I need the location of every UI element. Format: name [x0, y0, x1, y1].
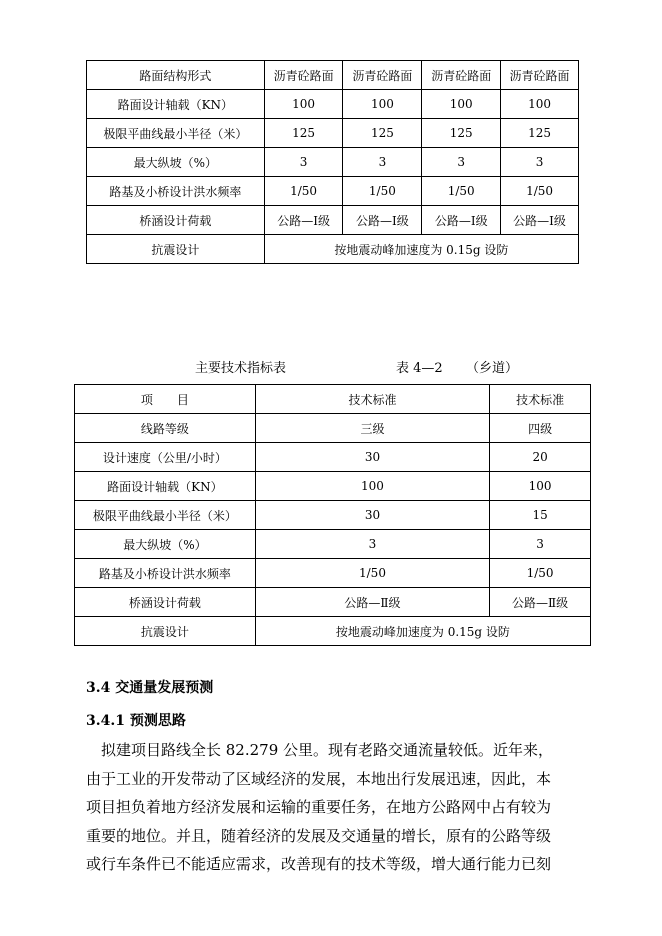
- paragraph-line: 拟建项目路线全长 82.279 公里。现有老路交通流量较低。近年来，: [86, 741, 554, 759]
- table-cell: 3: [490, 530, 591, 559]
- table-cell: 1/50: [264, 177, 343, 206]
- row-label: 抗震设计: [75, 617, 256, 646]
- table-cell: 1/50: [490, 559, 591, 588]
- table-cell: 沥青砼路面: [422, 61, 501, 90]
- table-cell: 100: [343, 90, 422, 119]
- table-row: [87, 148, 579, 177]
- header-cell: 技术标准: [255, 385, 489, 414]
- row-label: 路基及小桥设计洪水频率: [75, 559, 256, 588]
- table-cell: 按地震动峰加速度为 0.15g 设防: [255, 617, 590, 646]
- body-paragraph: [86, 736, 576, 879]
- row-label: 路面设计轴载（KN）: [75, 472, 256, 501]
- table-cell: 3: [264, 148, 343, 177]
- table-cell: 100: [264, 90, 343, 119]
- table-cell: 四级: [490, 414, 591, 443]
- header-cell: 项 目: [75, 385, 256, 414]
- row-label: 极限平曲线最小半径（米）: [75, 501, 256, 530]
- table-cell: 沥青砼路面: [501, 61, 579, 90]
- table-row: [75, 385, 591, 414]
- table-cell: 公路—Ⅱ级: [255, 588, 489, 617]
- section-heading: 3.4 交通量发展预测: [86, 680, 214, 696]
- table-caption-type: （乡道）: [466, 361, 519, 376]
- table-cell: 公路—Ⅱ级: [490, 588, 591, 617]
- row-label: 桥涵设计荷载: [75, 588, 256, 617]
- table-cell: 公路—Ⅰ级: [501, 206, 579, 235]
- header-cell: 技术标准: [490, 385, 591, 414]
- table-cell: 1/50: [501, 177, 579, 206]
- table-cell: 公路—Ⅰ级: [343, 206, 422, 235]
- table-cell: 20: [490, 443, 591, 472]
- paragraph-line: 项目担负着地方经济发展和运输的重要任务，在地方公路网中占有较为: [86, 798, 552, 816]
- table-cell: 125: [264, 119, 343, 148]
- table-row: [87, 235, 579, 264]
- row-label: 设计速度（公里/小时）: [75, 443, 256, 472]
- row-label: 路基及小桥设计洪水频率: [87, 177, 265, 206]
- paragraph-line: 或行车条件已不能适应需求，改善现有的技术等级，增大通行能力已刻: [86, 855, 552, 873]
- table-caption-title: 主要技术指标表: [195, 361, 287, 376]
- table-cell: 3: [255, 530, 489, 559]
- table-row: [87, 206, 579, 235]
- table-cell: 30: [255, 501, 489, 530]
- table-row: [87, 61, 579, 90]
- table-cell: 1/50: [255, 559, 489, 588]
- table-cell: 3: [501, 148, 579, 177]
- row-label: 路面结构形式: [87, 61, 265, 90]
- table-row: [75, 443, 591, 472]
- table-cell: 1/50: [422, 177, 501, 206]
- table-caption-number: 表 4—2: [396, 361, 443, 376]
- table-cell: 125: [501, 119, 579, 148]
- table-cell: 1/50: [343, 177, 422, 206]
- paragraph-line: 重要的地位。并且，随着经济的发展及交通量的增长，原有的公路等级: [86, 826, 552, 845]
- row-label: 极限平曲线最小半径（米）: [87, 119, 265, 148]
- table-cell: 三级: [255, 414, 489, 443]
- table-cell: 100: [490, 472, 591, 501]
- table-cell: 沥青砼路面: [264, 61, 343, 90]
- table-row: [75, 472, 591, 501]
- table-cell: 125: [343, 119, 422, 148]
- table-row: [87, 119, 579, 148]
- row-label: 最大纵坡（%）: [87, 148, 265, 177]
- table-cell: 100: [501, 90, 579, 119]
- table-row: [75, 501, 591, 530]
- table-cell: 3: [422, 148, 501, 177]
- subsection-heading: 3.4.1 预测思路: [86, 713, 186, 729]
- row-label: 线路等级: [75, 414, 256, 443]
- indicator-table-1: [86, 60, 579, 264]
- row-label: 桥涵设计荷载: [87, 206, 265, 235]
- table-cell: 3: [343, 148, 422, 177]
- table-row: [75, 414, 591, 443]
- table-cell: 按地震动峰加速度为 0.15g 设防: [264, 235, 578, 264]
- table-row: [75, 559, 591, 588]
- row-label: 最大纵坡（%）: [75, 530, 256, 559]
- table-cell: 100: [422, 90, 501, 119]
- table-cell: 100: [255, 472, 489, 501]
- row-label: 抗震设计: [87, 235, 265, 264]
- table-row: [87, 90, 579, 119]
- row-label: 路面设计轴载（KN）: [87, 90, 265, 119]
- table-row: [75, 530, 591, 559]
- table-row: [75, 588, 591, 617]
- table-cell: 125: [422, 119, 501, 148]
- table-row: [87, 177, 579, 206]
- table-cell: 30: [255, 443, 489, 472]
- paragraph-line: 由于工业的开发带动了区域经济的发展，本地出行发展迅速，因此，本: [86, 769, 552, 788]
- table-cell: 公路—Ⅰ级: [422, 206, 501, 235]
- table-cell: 沥青砼路面: [343, 61, 422, 90]
- table-cell: 15: [490, 501, 591, 530]
- table-row: [75, 617, 591, 646]
- table-cell: 公路—Ⅰ级: [264, 206, 343, 235]
- indicator-table-2: [74, 384, 591, 646]
